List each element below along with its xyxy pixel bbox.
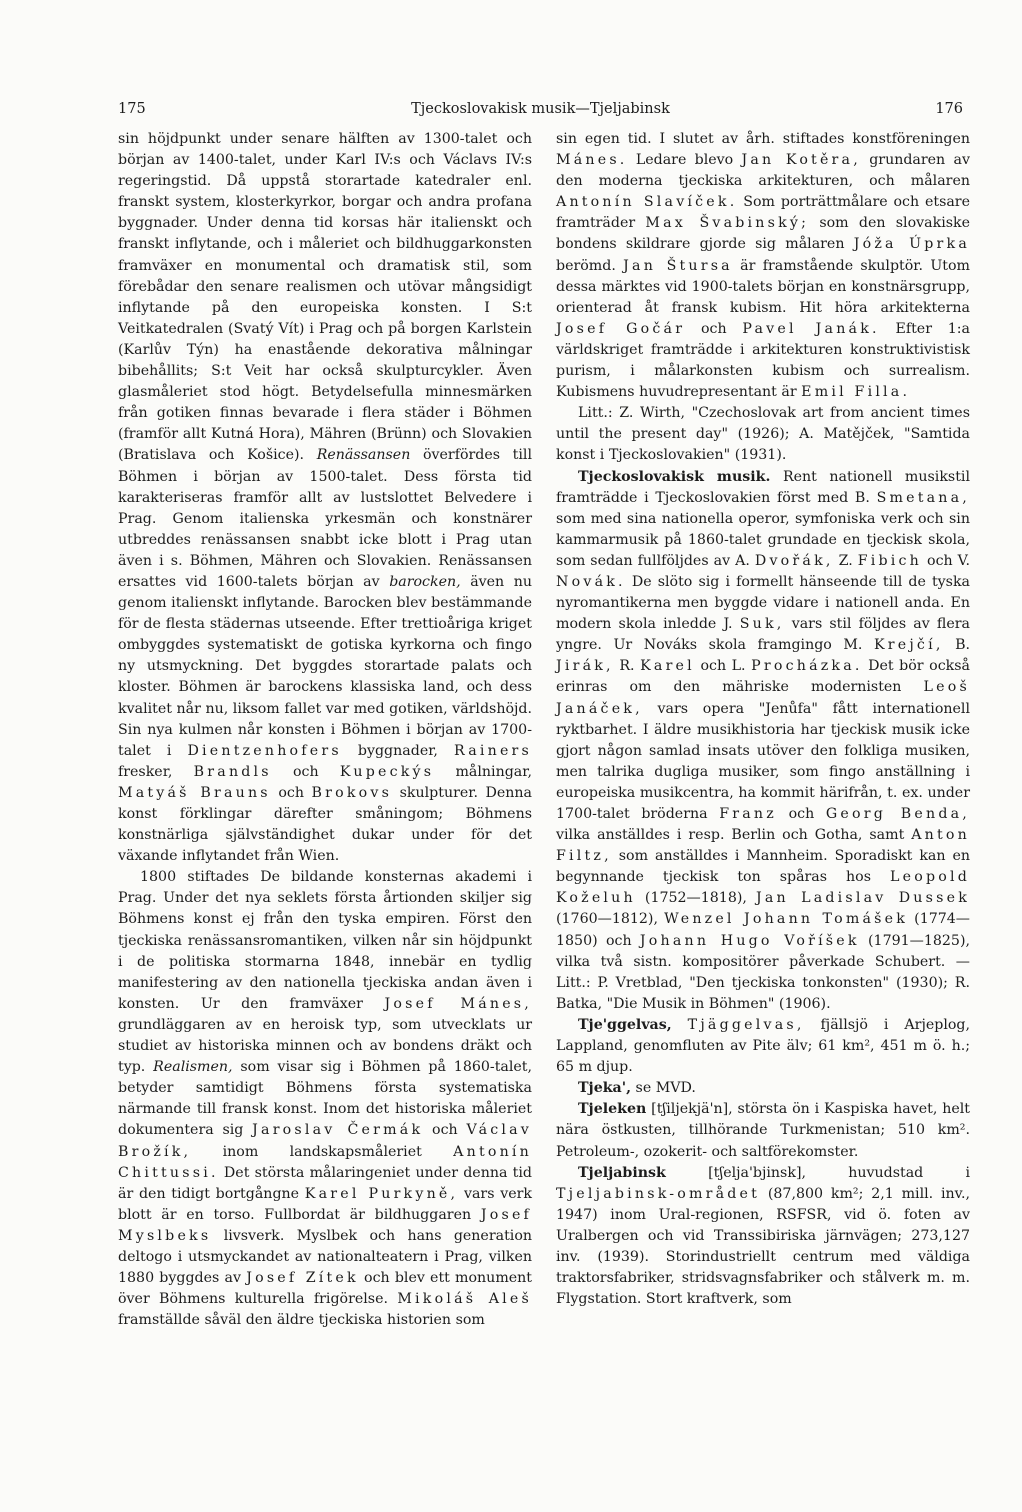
running-head: Tjeckoslovakisk musik—Tjeljabinsk — [411, 101, 670, 117]
right-column — [556, 129, 970, 1310]
entry-headword: Tjeka', — [578, 1080, 632, 1097]
entry-headword: Tje'ggelvas, — [578, 1016, 672, 1033]
paragraph-art-history-19th-century: 1800 stiftades De bildande konsternas akademi i Prag. Under det nya seklets första årtionden skiljer sig Böhmens konst ej från den tyska empiren. Först den tjeckiska renässansromantiken, vilken når sin höjdpunkt i de politiska stormarna 1848, innebär en tydlig manifestering av den nationella tjeckiska andan även i konsten. Ur den framväxer Josef Mánes, grundläggaren av en heroisk typ, som utvecklats ur studiet av historiska minnen och av bondens dräkt och typ. Realismen, som visar sig i Böhmen på 1860-talet, betyder samtidigt Böhmens första systematiska närmande till fransk konst. Inom det historiska måleriet dokumentera sig Jaroslav Čermák och Václav Brožík, inom landskapsmåleriet Antonín Chittussi. Det största målaringeniet under denna tid är den tidigt bortgångne Karel Purkyně, vars verk blott är en torso. Fullbordat är bildhuggaren Josef Myslbeks livsverk. Myslbek och hans generation deltogo i utsmyckandet av nationalteatern i Prag, vilken 1880 byggdes av Josef Zítek och blev ett monument över Böhmens kulturella frigörelse. Mikoláš Aleš framställde såväl den äldre tjeckiska historien som — [118, 869, 533, 1329]
paragraph-art-history-modern: sin egen tid. I slutet av årh. stiftades konstföreningen Mánes. Ledare blevo Jan Kotěra, grundaren av den moderna tjeckiska arkitekturen, och målaren Antonín Slavíček. Som porträttmålare och etsare framträder Max Švabinský; som den slovakiske bondens skildrare gjorde sig målaren Jóža Úprka berömd. Jan Štursa är framstående skulptör. Utom dessa märktes vid 1900-talets början en konstnärsgrupp, orienterad åt fransk kubism. Hit höra arkitekterna Josef Gočár och Pavel Janák. Efter 1:a världskriget framträdde i arkitekturen konstruktivistisk purism, i målarkonsten kubism och surrealism. Kubismens huvudrepresentant är Emil Filla. — [556, 131, 971, 401]
paragraph-literature-art: Litt.: Z. Wirth, "Czechoslovak art from ancient times until the present day" (1926); A. Matějček, "Samtida konst i Tjeckoslovakien" (1931). — [556, 405, 970, 464]
page-header — [118, 101, 963, 125]
entry-tjeckoslovakisk-musik: Tjeckoslovakisk musik. Rent nationell musikstil framträdde i Tjeckoslovakien först med B. Smetana, som med sina nationella operor, symfoniska verk och sin kammarmusik på 1860-talet grundade en tjeckisk skola, som sedan fullföljdes av A. Dvořák, Z. Fibich och V. Novák. De slöto sig i formellt hänseende till de tyska nyromantikerna men byggde vidare i nationell anda. En modern skola inledde J. Suk, vars stil följdes av flera yngre. Ur Nováks skola framgingo M. Krejčí, B. Jirák, R. Karel och L. Procházka. Det bör också erinras om den mähriske modernisten Leoš Janáček, vars opera "Jenůfa" fått internationell ryktbarhet. I äldre musikhistoria har tjeckisk musik icke gjort någon samlad insats utöver den folkliga musiken, men talrika dugliga musiker, som fingo anställning i europeiska musikcentra, ha kommit härifrån, t. ex. under 1700-talet bröderna Franz och Georg Benda, vilka anställdes i resp. Berlin och Gotha, samt Anton Filtz, som anställdes i Mannheim. Sporadiskt kan en begynnande tjeckisk ton spåras hos Leopold Koželuh (1752—1818), Jan Ladislav Dussek (1760—1812), Wenzel Johann Tomášek (1774—1850) och Johann Hugo Voříšek (1791—1825), vilka två sistn. kompositörer påverkade Schubert. — Litt.: P. Vretblad, "Den tjeckiska tonkonsten" (1930); R. Batka, "Die Musik in Böhmen" (1906). — [556, 468, 971, 1012]
entry-tjeggelvas: Tje'ggelvas, Tjäggelvas, fjällsjö i Arjeplog, Lappland, genomfluten av Pite älv; 61 km², 451 m ö. h.; 65 m djup. — [556, 1016, 971, 1076]
entry-headword: Tjeleken — [578, 1101, 647, 1118]
page-number-left: 175 — [118, 101, 146, 117]
entry-tjeljabinsk: Tjeljabinsk [tʃelja'bjinsk], huvudstad i Tjeljabinsk-området (87,800 km²; 2,1 mill. inv., 1947) inom Ural-regionen, RSFSR, vid ö. foten av Uralbergen och vid Transsibiriska järnvägen; 273,127 inv. (1939). Storindustriellt centrum med väldiga traktorsfabriker, stridsvagnsfabriker och stålverk m. m. Flygstation. Stort kraftverk, som — [556, 1164, 970, 1308]
entry-tjeka: Tjeka', se MVD. — [578, 1080, 696, 1097]
left-column — [118, 129, 532, 1331]
entry-headword: Tjeljabinsk — [578, 1164, 666, 1181]
entry-headword: Tjeckoslovakisk musik. — [578, 468, 771, 485]
page-number-right: 176 — [935, 101, 963, 117]
entry-tjeleken: Tjeleken [tʃiljekjä'n], största ön i Kaspiska havet, helt nära östkusten, tillhörande Turkmenistan; 510 km². Petroleum-, ozokerit- och saltförekomster. — [556, 1101, 970, 1160]
paragraph-art-history-gothic-baroque: sin höjdpunkt under senare hälften av 1300-talet och början av 1400-talet, under Karl IV:s och Václavs IV:s regeringstid. Då uppstå storartade katedraler enl. franskt system, klosterkyrkor, borgar och andra profana byggnader. Under denna tid korsas här italienskt och franskt inflytande, och i måleriet och bildhuggarkonsten framväxer en monumental och dramatisk stil, som förebådar den senare realismen och utövar mångsidigt inflytande på den europeiska konsten. I S:t Veitkatedralen (Svatý Vít) i Prag och på borgen Karlstein (Karlův Týn) ha enastående dekorativa målningar bibehållits; S:t Veit har också skulpturcykler. Även glasmåleriet stod högt. Betydelsefulla minnesmärken från gotiken finnas bevarade i flera städer i Böhmen (framför allt Kutná Hora), Mähren (Brünn) och Slovakien (Bratislava och Košice). Renässansen överfördes till Böhmen i början av 1500-talet. Dess första tid karakteriseras framför allt av lustslottet Belvedere i Prag. Genom italienska yrkesmän och konstnärer utbreddes renässansen snabbt icke blott i Prag utan även i s. Böhmen, Mähren och Slovakien. Renässansen ersattes vid 1600-talets början av barocken, även nu genom italienskt inflytande. Barocken blev bestämmande för de flesta städernas utseende. Efter trettioåriga kriget ombyggdes systematiskt de gotiska kyrkorna och fingo ny utsmyckning. Det byggdes storartade palats och kloster. Böhmen är barockens klassiska land, och dess kvalitet når nu, liksom fallet var med gotiken, världshöjd. Sin nya kulmen når konsten i Böhmen i början av 1700-talet i Dientzenhofers byggnader, Rainers fresker, Brandls och Kupeckýs målningar, Matyáš Brauns och Brokovs skulpturer. Denna konst förklingar därefter småningom; Böhmens konstnärliga självständighet dukar under för det växande inflytandet från Wien. — [118, 131, 533, 865]
